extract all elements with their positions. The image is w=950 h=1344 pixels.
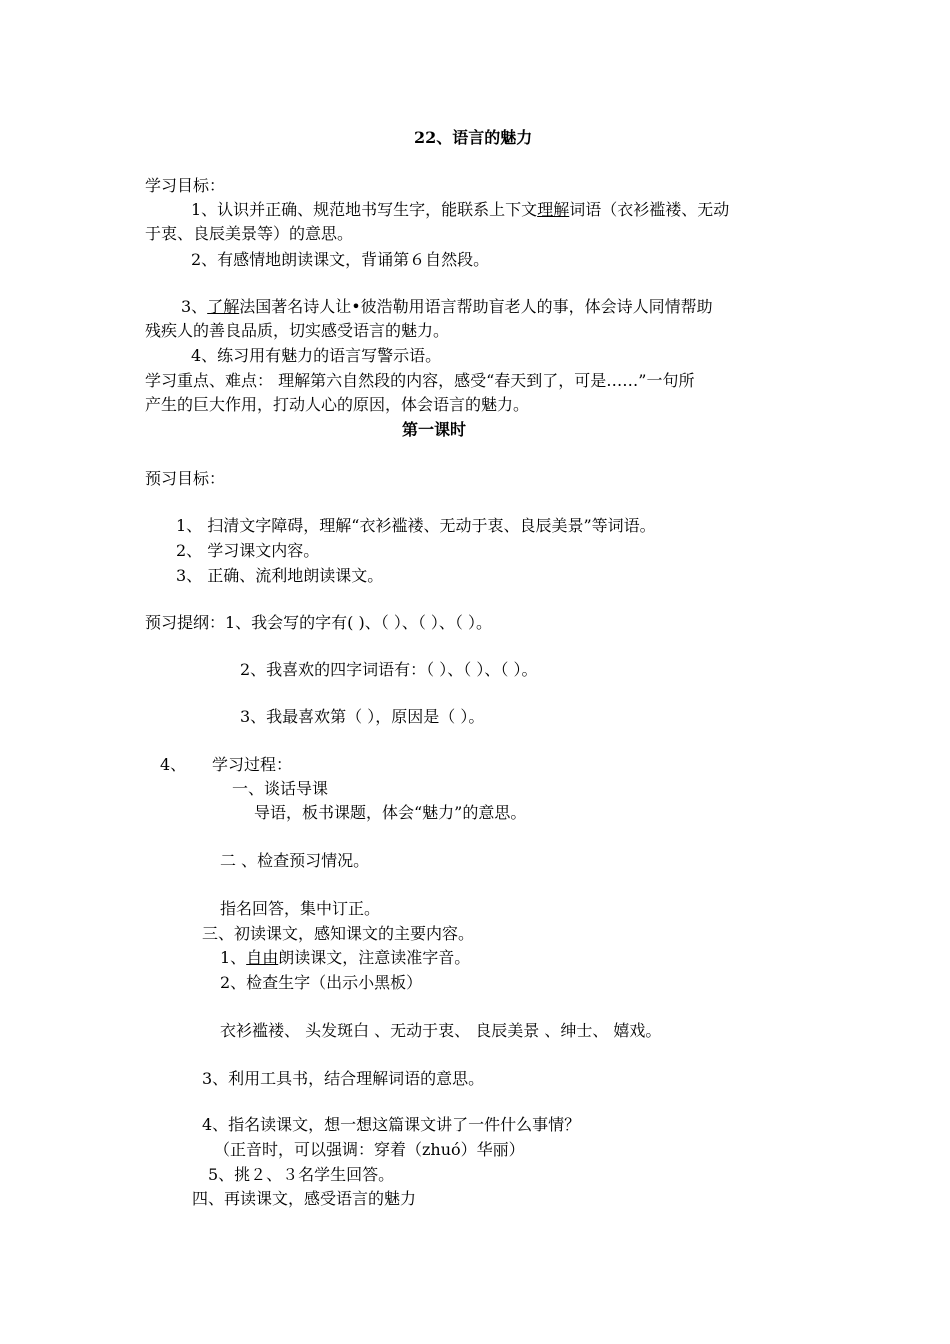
goal-item-3 <box>181 296 713 318</box>
goals-heading: 学习目标： <box>145 176 226 195</box>
section-3-item-5: 5、挑２、３名学生回答。 <box>208 1165 395 1184</box>
key-points-line-1: 学习重点、难点： 理解第六自然段的内容，感受“春天到了，可是……”一句所 <box>145 371 695 390</box>
section-3-item-1-number: 1、 <box>220 948 247 967</box>
page-title: 22、语言的魅力 <box>414 128 533 147</box>
goal-item-3-underlined: 了解 <box>207 297 240 316</box>
process-number: 4、 <box>160 755 187 774</box>
goal-item-1-text-b: 词语（衣衫褴褛、无动 <box>569 200 730 219</box>
goal-item-4: 4、练习用有魅力的语言写警示语。 <box>191 346 442 365</box>
section-1-title: 一、谈话导课 <box>232 779 329 798</box>
goal-item-3-continued: 残疾人的善良品质，切实感受语言的魅力。 <box>145 321 450 340</box>
section-2-title: 二 、检查预习情况。 <box>220 851 370 870</box>
section-1-body: 导语，板书课题，体会“魅力”的意思。 <box>254 803 527 822</box>
preview-heading: 预习目标： <box>145 469 226 488</box>
goal-item-1-underlined: 理解 <box>537 200 570 219</box>
section-3-item-1-underlined: 自由 <box>246 948 279 967</box>
goal-item-3-number: 3、 <box>181 297 208 316</box>
vocabulary-words: 衣衫褴褛、 头发斑白 、无动于衷、 良辰美景 、绅士、 嬉戏。 <box>220 1021 662 1040</box>
section-3-item-3: 3、利用工具书，结合理解词语的意思。 <box>202 1069 485 1088</box>
outline-line-3: 3、我最喜欢第（ ），原因是（ ）。 <box>240 707 485 726</box>
outline-line-2: 2、我喜欢的四字词语有：（ ）、（ ）、（ ）。 <box>240 660 538 679</box>
section-3-item-1-text: 朗读课文，注意读准字音。 <box>278 948 471 967</box>
key-points-line-2: 产生的巨大作用，打动人心的原因，体会语言的魅力。 <box>145 395 530 414</box>
section-3-item-4: 4、指名读课文，想一想这篇课文讲了一件什么事情？ <box>202 1115 581 1134</box>
outline-line-1: 预习提纲：1、我会写的字有( )、（ ）、（ ）、（ ）。 <box>145 613 493 632</box>
preview-item-2: 2、 学习课文内容。 <box>176 541 320 560</box>
section-3-title: 三、初读课文，感知课文的主要内容。 <box>202 924 475 943</box>
process-heading: 学习过程： <box>212 755 293 774</box>
section-3-item-1 <box>220 947 470 969</box>
section-3-item-4-note: （正音时，可以强调：穿着（zhuó）华丽） <box>214 1140 525 1159</box>
section-3-item-2: 2、检查生字（出示小黑板） <box>220 973 423 992</box>
lesson-title: 第一课时 <box>402 420 467 439</box>
goal-item-1-continued: 于衷、良辰美景等）的意思。 <box>145 224 354 243</box>
section-2-body: 指名回答，集中订正。 <box>220 899 381 918</box>
goal-item-1 <box>191 199 729 221</box>
preview-item-1: 1、 扫清文字障碍，理解“衣衫褴褛、无动于衷、良辰美景”等词语。 <box>176 516 656 535</box>
goal-item-1-text-a: 1、认识并正确、规范地书写生字，能联系上下文 <box>191 200 538 219</box>
goal-item-3-text: 法国著名诗人让•彼浩勒用语言帮助盲老人的事，体会诗人同情帮助 <box>239 297 713 316</box>
preview-item-3: 3、 正确、流利地朗读课文。 <box>176 566 384 585</box>
goal-item-2: 2、有感情地朗读课文，背诵第６自然段。 <box>191 250 490 269</box>
section-4-title: 四、再读课文，感受语言的魅力 <box>192 1189 417 1208</box>
